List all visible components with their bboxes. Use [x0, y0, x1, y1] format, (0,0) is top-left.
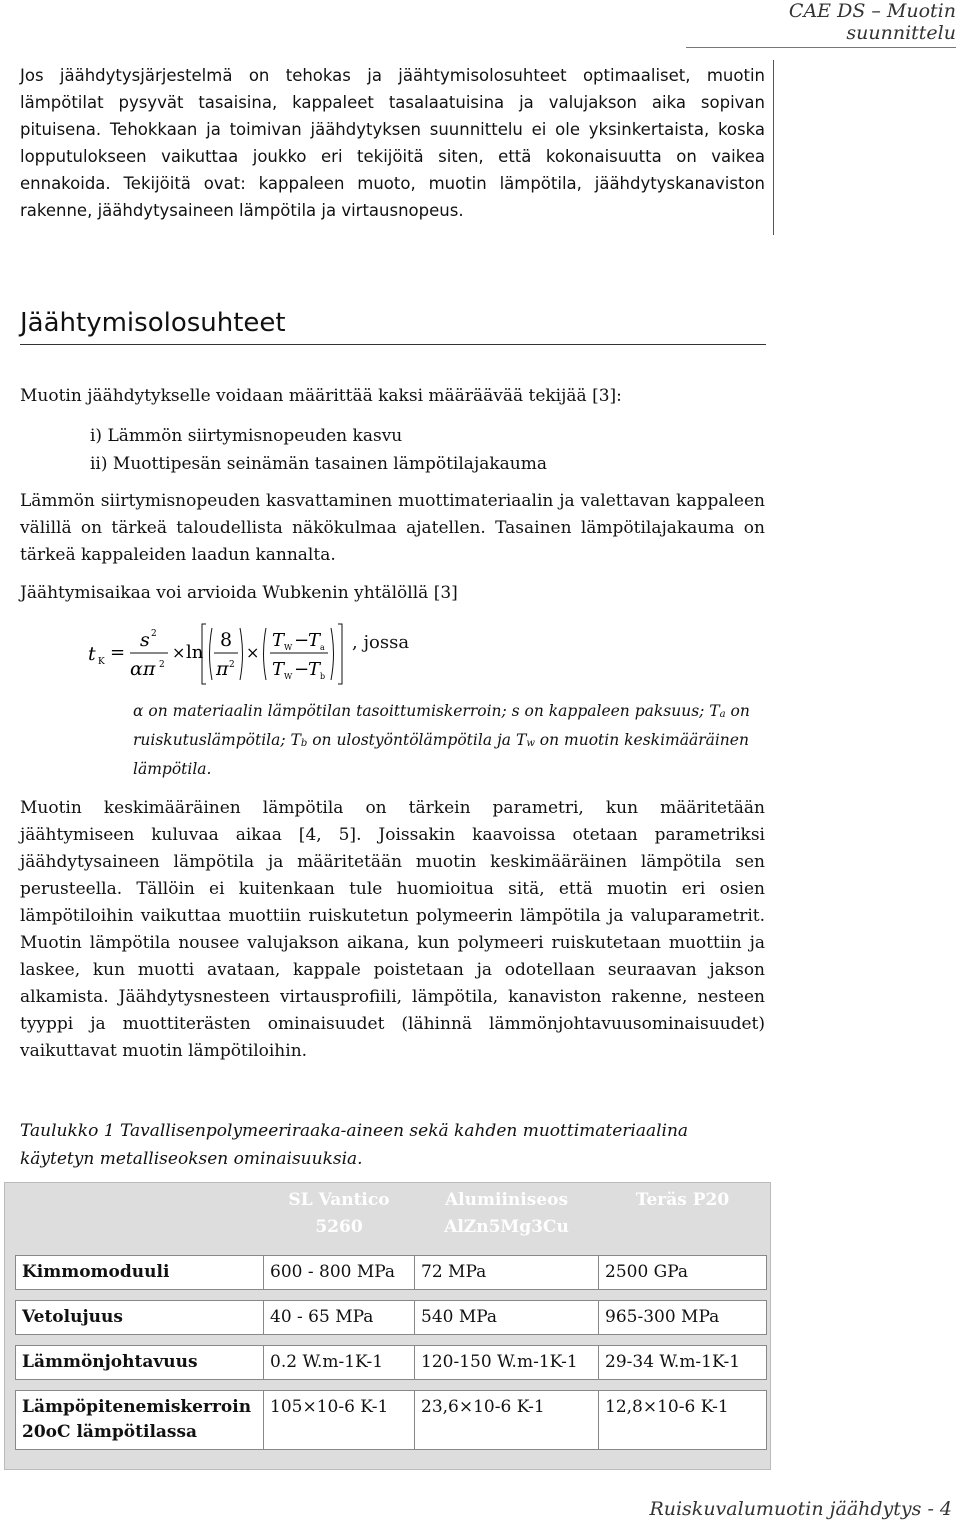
- paragraph-wubken: Jäähtymisaikaa voi arvioida Wubkenin yhtälöllä [3]: [20, 583, 458, 603]
- column-header: SL Vantico 5260: [288, 1190, 390, 1237]
- column-header: Teräs P20: [635, 1190, 730, 1210]
- formula-alpha-pi: απ: [130, 658, 156, 680]
- svg-text:b: b: [320, 672, 326, 681]
- table-cell: 120-150 W.m-1K-1: [415, 1346, 599, 1380]
- svg-text:T: T: [272, 630, 285, 651]
- page-header: CAE DS – Muotin suunnittelu: [686, 0, 956, 48]
- svg-text:W: W: [284, 672, 293, 681]
- table-cell: 29-34 W.m-1K-1: [599, 1346, 767, 1380]
- table-cell: 72 MPa: [415, 1256, 599, 1290]
- table-cell: 40 - 65 MPa: [264, 1301, 415, 1335]
- table-cell: 965-300 MPa: [599, 1301, 767, 1335]
- svg-text:−: −: [294, 659, 310, 680]
- table-row: [16, 1391, 767, 1450]
- properties-table: [15, 1183, 767, 1450]
- table-cell: 600 - 800 MPa: [264, 1256, 415, 1290]
- formula-explanation: α on materiaalin lämpötilan tasoittumiskerroin; s on kappaleen paksuus; $T_a$ on ruiskutuslämpötila; $T_b$ on ulostyöntölämpötila ja $T_w$ on muotin keskimääräinen lämpötila.: [133, 702, 750, 778]
- properties-table-wrapper: [4, 1182, 771, 1470]
- paragraph-heat-transfer: Lämmön siirtymisnopeuden kasvattaminen muottimateriaalin ja valettavan kappaleen välillä on tärkeä taloudellista näkökulmaa ajatellen. Tasainen lämpötilajakauma on tärkeä kappaleiden laadun kannalta.: [20, 491, 765, 565]
- table-cell: 105×10-6 K-1: [264, 1391, 415, 1450]
- table-cell: 540 MPa: [415, 1301, 599, 1335]
- formula-t: t: [88, 643, 96, 665]
- row-label: Kimmomoduuli: [16, 1256, 264, 1290]
- svg-text:×: ×: [246, 643, 260, 662]
- row-label: Vetolujuus: [16, 1301, 264, 1335]
- table-cell: 23,6×10-6 K-1: [415, 1391, 599, 1450]
- table-row: [16, 1346, 767, 1380]
- table-cell: 12,8×10-6 K-1: [599, 1391, 767, 1450]
- svg-text:T: T: [272, 659, 285, 680]
- page-footer: Ruiskuvalumuotin jäähdytys - 4: [649, 1498, 952, 1520]
- svg-text:T: T: [308, 659, 321, 680]
- section-title: Jäähtymisolosuhteet: [20, 308, 766, 345]
- row-label: Lämpöpitenemiskerroin 20oC lämpötilassa: [16, 1391, 264, 1450]
- svg-text:−: −: [294, 630, 310, 651]
- table-caption: Taulukko 1 Tavallisenpolymeeriraaka-aineen sekä kahden muottimateriaalina käytetyn metalliseoksen ominaisuuksia.: [20, 1121, 689, 1169]
- svg-text:T: T: [308, 630, 321, 651]
- formula-s: s: [140, 629, 150, 651]
- formula-pi: π: [216, 658, 229, 680]
- list-item: i) Lämmön siirtymisnopeuden kasvu: [90, 426, 403, 446]
- row-label: Lämmönjohtavuus: [16, 1346, 264, 1380]
- svg-text:2: 2: [229, 660, 235, 670]
- paragraph-mold-temperature: Muotin keskimääräinen lämpötila on tärkein parametri, kun määritetään jäähtymiseen kuluvaa aikaa [4, 5]. Joissakin kaavoissa otetaan parametriksi jäähdytysaineen lämpötila ja määritetään muotin keskimääräinen lämpötila sen perusteella. Tällöin ei kuitenkaan tule huomioitua sitä, että muotin eri osien lämpötiloihin vaikuttaa muottiin ruiskutetun polymeerin lämpötila ja valuparametrit. Muotin lämpötila nousee valujakson aikana, kun polymeeri ruiskutetaan muottiin ja laskee, kun muotti avataan, kappale poistetaan ja odotellaan seuraavan jakson alkamista. Jäähdytysnesteen virtausprofiili, lämpötila, kanaviston rakenne, nesteen tyyppi ja muottiterästen ominaisuudet (lähinnä lämmönjohtavuusominaisuudet) vaikuttavat muotin lämpötiloihin.: [20, 798, 765, 1061]
- table-row: [16, 1301, 767, 1335]
- column-header: Alumiiniseos AlZn5Mg3Cu: [444, 1190, 569, 1237]
- formula-eight: 8: [220, 629, 233, 651]
- svg-text:=: =: [110, 642, 126, 663]
- table-row: [16, 1256, 767, 1290]
- formula-t-sub: K: [98, 657, 105, 667]
- svg-text:2: 2: [151, 629, 157, 639]
- paragraph-factors: Muotin jäähdytykselle voidaan määrittää kaksi määräävää tekijää [3]:: [20, 386, 622, 406]
- margin-rule: [773, 60, 774, 235]
- list-item: ii) Muottipesän seinämän tasainen lämpötilajakauma: [90, 454, 547, 474]
- svg-text:a: a: [320, 643, 325, 652]
- svg-text:W: W: [284, 643, 293, 652]
- table-cell: 0.2 W.m-1K-1: [264, 1346, 415, 1380]
- wubken-formula: [88, 620, 688, 690]
- intro-paragraph: Jos jäähdytysjärjestelmä on tehokas ja jäähtymisolosuhteet optimaaliset, muotin lämpötilat pysyvät tasaisina, kappaleet tasalaatuisina ja valujakson aika sopivan pituisena. Tehokkaan ja toimivan jäähdytyksen suunnittelu ei ole yksinkertaista, koska lopputulokseen vaikuttaa joukko eri tekijöitä siten, että kokonaisuutta on vaikea ennakoida. Tekijöitä ovat: kappaleen muoto, muotin lämpötila, jäähdytyskanaviston rakenne, jäähdytysaineen lämpötila ja virtausnopeus.: [20, 66, 765, 220]
- table-header-row: [16, 1183, 767, 1245]
- table-cell: 2500 GPa: [599, 1256, 767, 1290]
- formula-ln: ln: [186, 642, 204, 663]
- formula-jossa: , jossa: [352, 632, 410, 653]
- svg-text:2: 2: [159, 660, 165, 670]
- svg-text:×: ×: [172, 643, 186, 662]
